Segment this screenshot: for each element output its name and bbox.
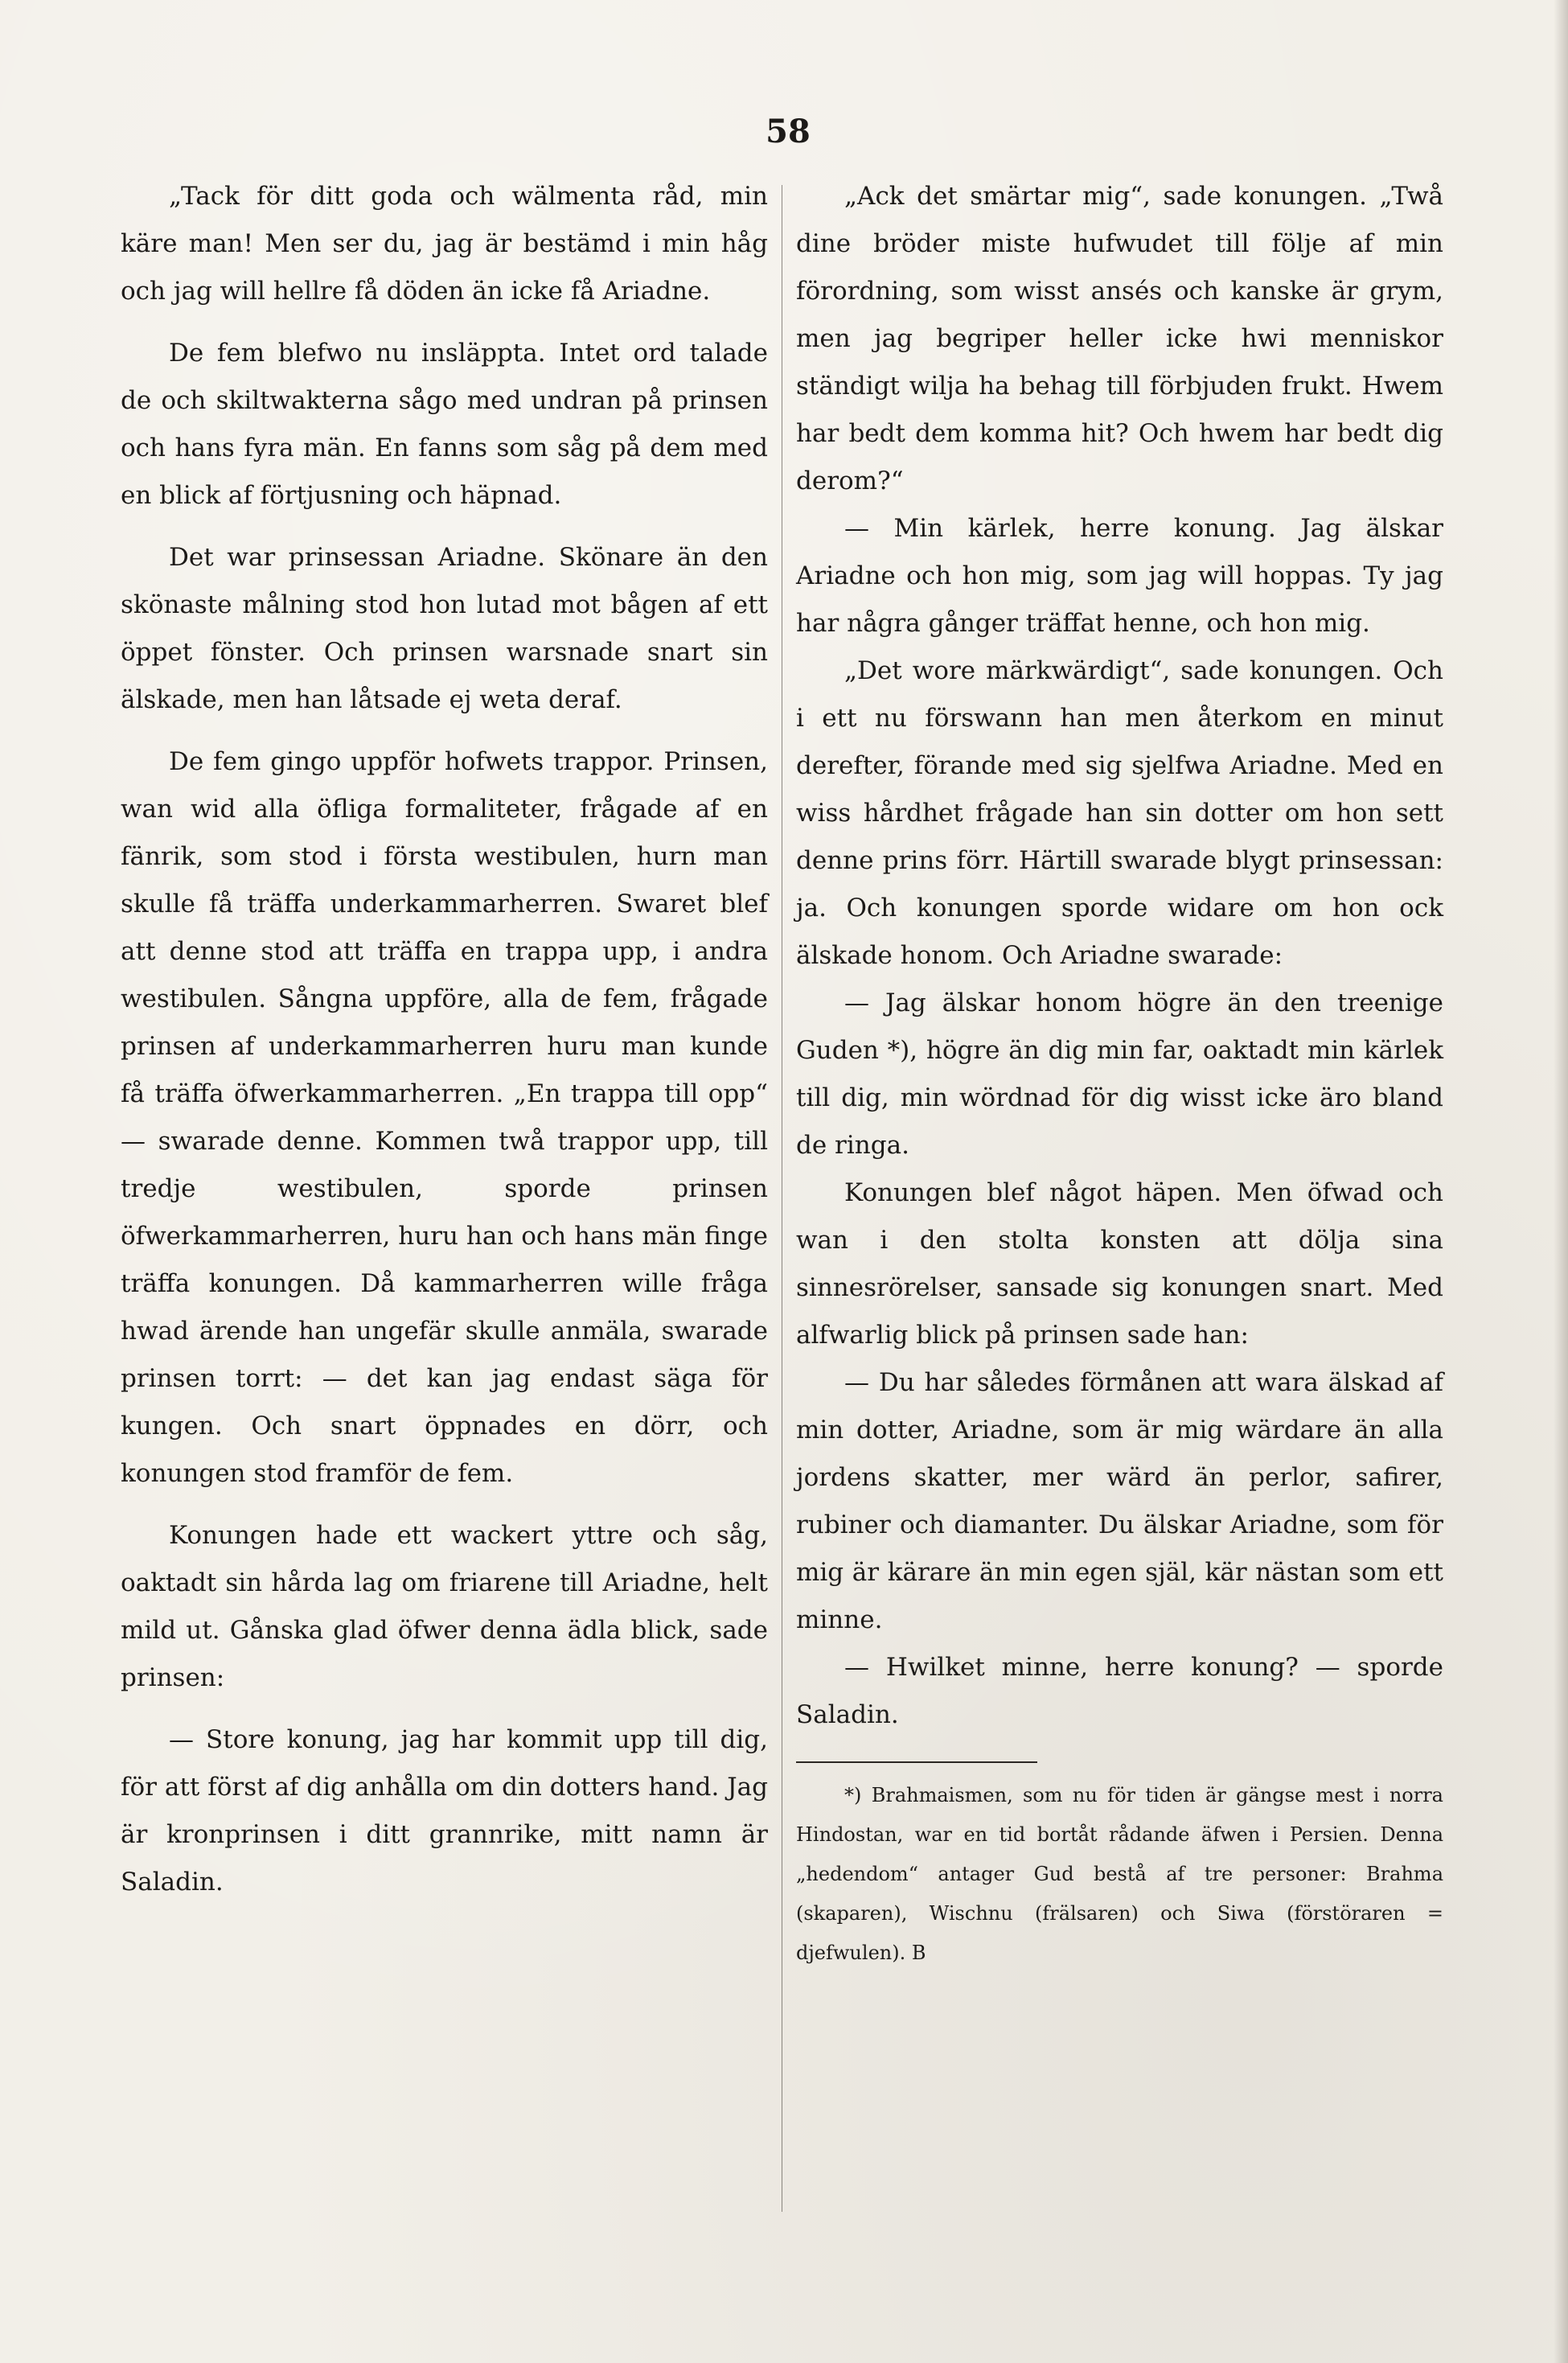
paragraph: „Tack för ditt goda och wälmenta råd, min käre man! Men ser du, jag är bestämd i min håg och jag will hellre få döden än icke få Ariadne. [121,182,768,306]
footnote-rule [796,1761,1037,1763]
paragraph: Det war prinsessan Ariadne. Skönare än den skönaste målning stod hon lutad mot bågen af ett öppet fönster. Och prinsen warsnade snart sin älskade, men han låtsade ej weta deraf. [121,543,768,714]
paragraph: — Store konung, jag har kommit upp till dig, för att först af dig anhålla om din dotters hand. Jag är kronprinsen i ditt grannrike, mitt namn är Saladin. [121,1725,768,1897]
paragraph: — Hwilket minne, herre konung? — sporde Saladin. [796,1653,1443,1729]
paragraph: — Min kärlek, herre konung. Jag älskar Ariadne och hon mig, som jag will hoppas. Ty jag har några gånger träffat henne, och hon mig. [796,514,1443,638]
paragraph: „Ack det smärtar mig“, sade konungen. „Twå dine bröder miste hufwudet till följe af min förordning, som wisst ansés och kanske är grym, men jag begriper heller icke hwi menniskor ständigt wilja ha behag till förbjuden frukt. Hwem har bedt dem komma hit? Och hwem har bedt dig derom?“ [796,182,1443,495]
page-edge-shadow [1554,0,1568,2363]
paragraph: De fem gingo uppför hofwets trappor. Prinsen, wan wid alla öfliga formaliteter, frågade af en fänrik, som stod i första westibulen, hurn man skulle få träffa underkammarherren. Swaret blef att denne stod att träffa en trappa upp, i andra westibulen. Sångna uppföre, alla de fem, frågade prinsen af underkammarherren huru man kunde få träffa öfwerkammarherren. „En trappa till opp“ — swarade denne. Kommen twå trappor upp, till tredje westibulen, sporde prinsen öfwerkammarherren, huru han och hans män finge träffa konungen. Då kammarherren wille fråga hwad ärende han ungefär skulle anmäla, swarade prinsen torrt: — det kan jag endast säga för kungen. Och snart öppnades en dörr, och konungen stod framför de fem. [121,747,768,1488]
footnote: *) Brahmaismen, som nu för tiden är gängse mest i norra Hindostan, war en tid bortåt rådande äfwen i Persien. Denna „hedendom“ antager Gud bestå af tre personer: Brahma (skaparen), Wischnu (frälsaren) och Siwa (förstöraren = djefwulen). B [796,1784,1443,1964]
paragraph: Konungen blef något häpen. Men öfwad och wan i den stolta konsten att dölja sina sinnesrörelser, sansade sig konungen snart. Med alfwarlig blick på prinsen sade han: [796,1178,1443,1350]
page-number: 58 [766,113,811,150]
paragraph: „Det wore märkwärdigt“, sade konungen. Och i ett nu förswann han men återkom en minut derefter, förande med sig sjelfwa Ariadne. Med en wiss hårdhet frågade han sin dotter om hon sett denne prins förr. Härtill swarade blygt prinsessan: ja. Och konungen sporde widare om hon ock älskade honom. Och Ariadne swarade: [796,656,1443,970]
paragraph: — Jag älskar honom högre än den treenige Guden *), högre än dig min far, oaktadt min kärlek till dig, min wördnad för dig wisst icke äro bland de ringa. [796,988,1443,1160]
paragraph: — Du har således förmånen att wara älskad af min dotter, Ariadne, som är mig wärdare än alla jordens skatter, mer wärd än perlor, safirer, rubiner och diamanter. Du älskar Ariadne, som för mig är kärare än min egen själ, kär nästan som ett minne. [796,1368,1443,1634]
right-column [796,173,1443,1973]
left-column [121,173,768,1906]
paragraph: Konungen hade ett wackert yttre och såg, oaktadt sin hårda lag om friarene till Ariadne, helt mild ut. Gånska glad öfwer denna ädla blick, sade prinsen: [121,1521,768,1692]
paragraph: De fem blefwo nu insläppta. Intet ord talade de och skiltwakterna sågo med undran på prinsen och hans fyra män. En fanns som såg på dem med en blick af förtjusning och häpnad. [121,339,768,510]
